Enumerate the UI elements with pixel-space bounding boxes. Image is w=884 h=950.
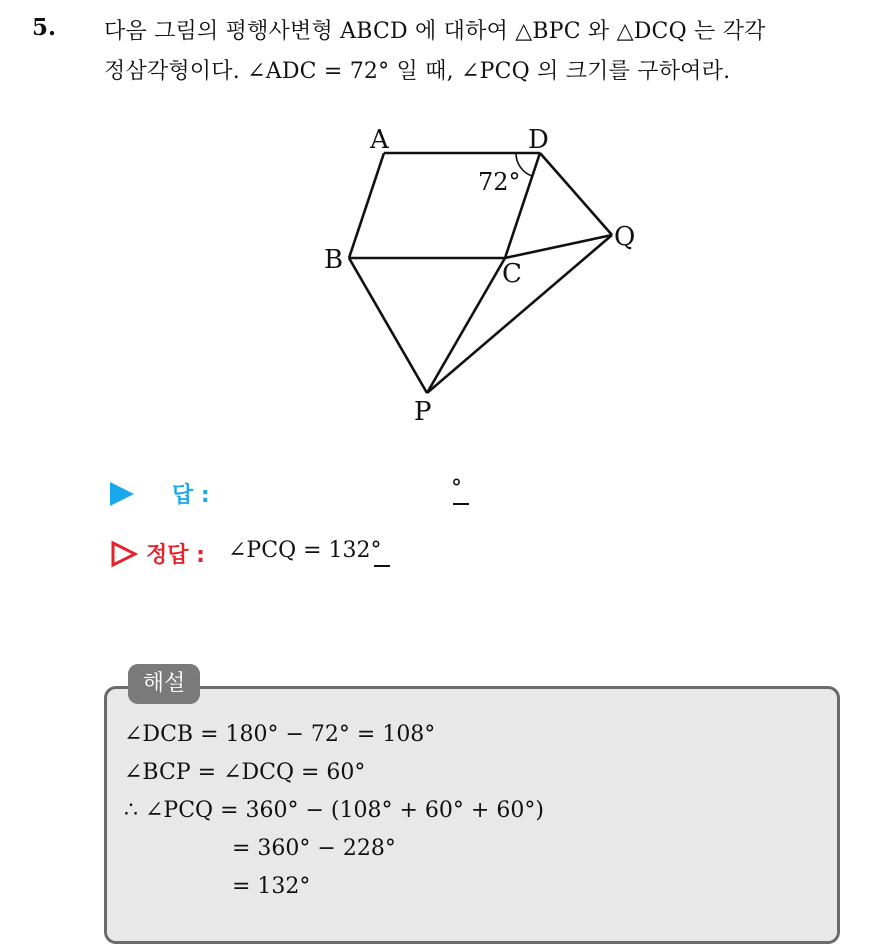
answer-row <box>110 478 530 514</box>
label-d: D <box>528 125 549 155</box>
segment-dq <box>540 153 612 235</box>
label-q: Q <box>614 222 636 252</box>
segment-cp <box>427 258 505 393</box>
solution-line-3: ∴ ∠PCQ = 360° − (108° + 60° + 60°) <box>124 798 544 823</box>
problem-text-line-1: 다음 그림의 평행사변형 ABCD 에 대하여 △BPC 와 △DCQ 는 각각 <box>104 19 766 44</box>
correct-answer-row <box>110 538 530 574</box>
solution-line-5: = 132° <box>232 874 311 899</box>
solution-line-1: ∠DCB = 180° − 72° = 108° <box>124 722 436 747</box>
answer-label: 답 : <box>172 483 210 508</box>
problem-number: 5. <box>32 14 57 41</box>
parallelogram-figure <box>0 0 884 460</box>
solution-line-4: = 360° − 228° <box>232 836 396 861</box>
solution-line-2: ∠BCP = ∠DCQ = 60° <box>124 760 366 785</box>
correct-answer-value: ∠PCQ = 132° <box>228 538 382 563</box>
label-c: C <box>502 259 522 289</box>
problem-text-line-2: 정삼각형이다. ∠ADC = 72° 일 때, ∠PCQ 의 크기를 구하여라. <box>104 59 731 84</box>
label-a: A <box>370 125 389 155</box>
angle-label-72: 72° <box>478 168 521 196</box>
label-p: P <box>414 397 432 427</box>
label-b: B <box>324 245 344 275</box>
segment-ab <box>349 153 384 258</box>
outline-arrow-icon <box>110 540 138 568</box>
solution-tab: 해설 <box>128 664 200 704</box>
correct-answer-label: 정답 : <box>146 543 205 568</box>
play-arrow-icon <box>110 482 134 506</box>
correct-unit-underline <box>374 565 390 567</box>
answer-unit: ° <box>451 476 462 501</box>
segment-cq <box>505 235 612 258</box>
answer-blank-underline <box>453 503 469 505</box>
segment-bp <box>349 258 427 393</box>
